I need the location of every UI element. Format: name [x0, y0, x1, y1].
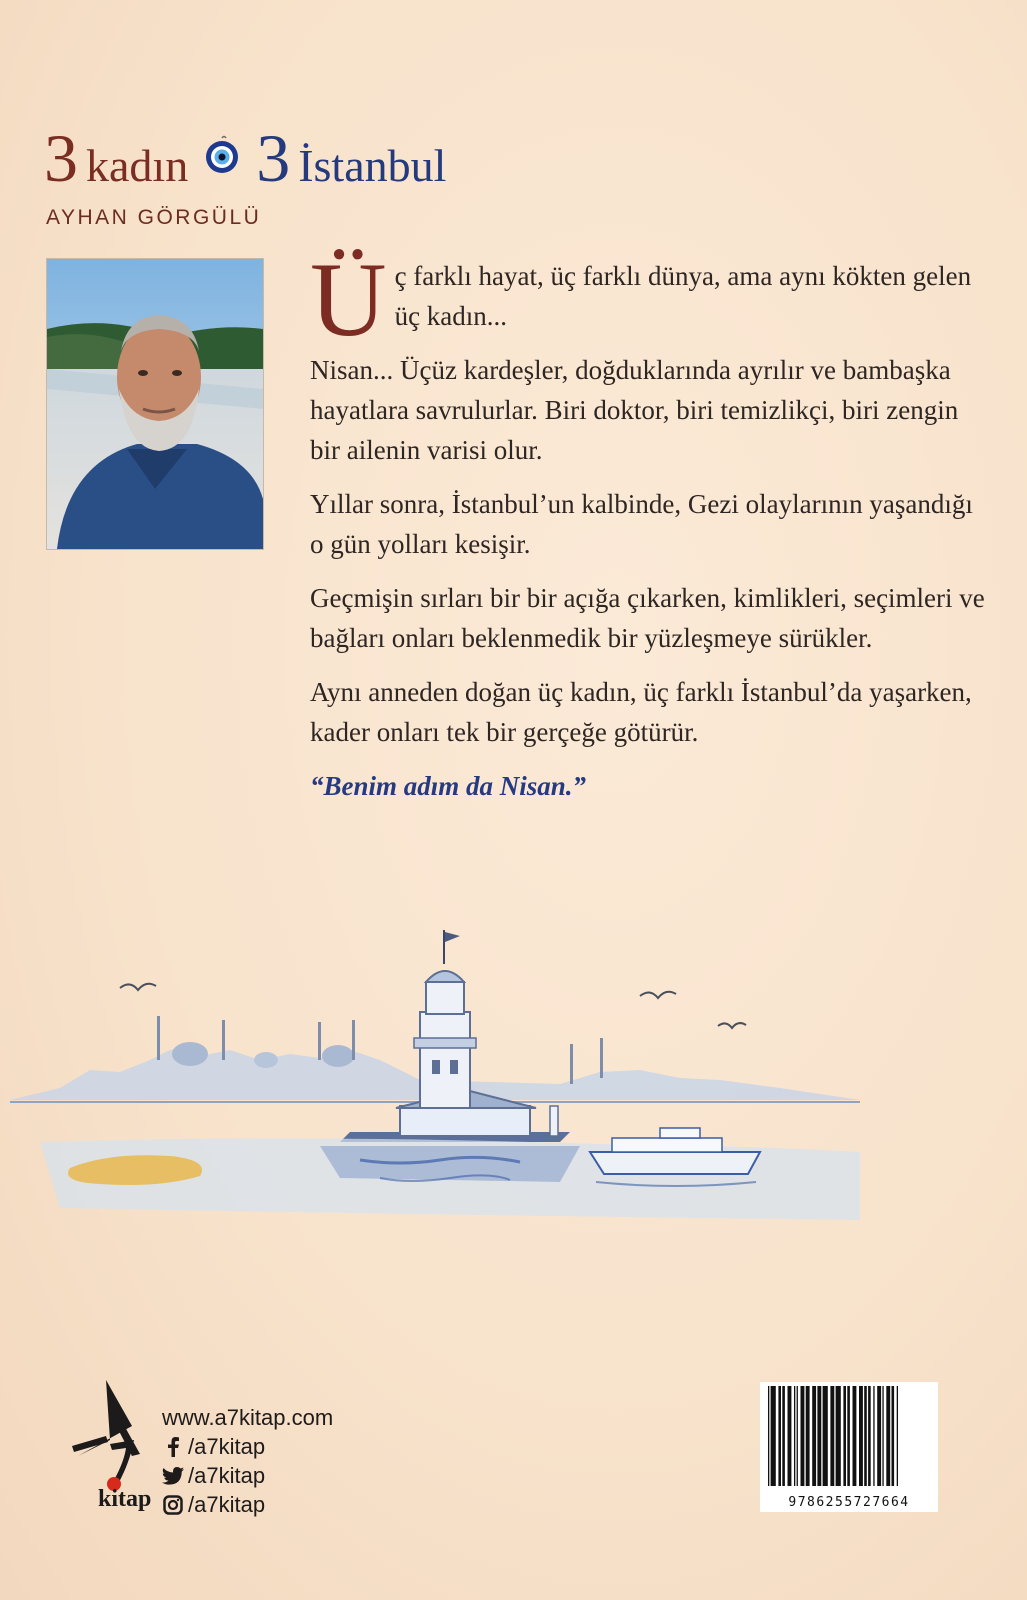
- website-link[interactable]: www.a7kitap.com: [162, 1405, 334, 1430]
- twitter-icon: [162, 1465, 184, 1487]
- instagram-icon: [162, 1494, 184, 1516]
- twitter-row[interactable]: [162, 1461, 333, 1490]
- isbn-number: 9786255727664: [788, 1495, 910, 1510]
- book-title: [44, 120, 447, 196]
- barcode-bars: [760, 1382, 938, 1492]
- barcode-bar: [864, 1386, 867, 1486]
- publisher-contacts: [162, 1403, 333, 1519]
- barcode-bar: [801, 1386, 805, 1486]
- author-name: AYHAN GÖRGÜLÜ: [46, 206, 262, 229]
- instagram-row[interactable]: [162, 1490, 333, 1519]
- title-number-2: 3: [256, 120, 291, 196]
- barcode-bar: [892, 1386, 895, 1486]
- publisher-logo: [70, 1380, 162, 1518]
- barcode-bar: [830, 1386, 834, 1486]
- barcode-bar: [868, 1386, 871, 1486]
- isbn-barcode: [760, 1382, 938, 1512]
- barcode-bar: [771, 1386, 776, 1486]
- barcode-bar: [788, 1386, 792, 1486]
- barcode-bar: [873, 1386, 874, 1486]
- barcode-bar: [836, 1386, 841, 1486]
- barcode-bar: [859, 1386, 863, 1486]
- blurb-paragraph-3: Geçmişin sırları bir bir açığa çıkarken, kimlikleri, seçimleri ve bağları onları beklenmedik bir yüzleşmeye sürükler.: [310, 583, 985, 653]
- barcode-bar: [823, 1386, 828, 1486]
- instagram-handle[interactable]: /a7kitap: [188, 1492, 266, 1517]
- barcode-bar: [897, 1386, 898, 1486]
- maidens-tower-illustration: [0, 920, 1027, 1250]
- barcode-bar: [817, 1386, 821, 1486]
- barcode-bar: [782, 1386, 785, 1486]
- barcode-bar: [794, 1386, 795, 1486]
- facebook-row[interactable]: [162, 1432, 333, 1461]
- website-row[interactable]: [162, 1403, 333, 1432]
- author-photo: [46, 258, 264, 550]
- title-number-1: 3: [44, 120, 78, 196]
- barcode-bar: [853, 1386, 857, 1486]
- evil-eye-icon: [202, 135, 242, 175]
- title-word-1: kadın: [86, 140, 189, 191]
- barcode-bar: [886, 1386, 890, 1486]
- twitter-handle[interactable]: /a7kitap: [188, 1463, 266, 1488]
- facebook-icon: [162, 1436, 184, 1458]
- blurb-first-text: ç farklı hayat, üç farklı dünya, ama aynı kökten gelen üç kadın...: [394, 261, 972, 331]
- blurb-paragraph-1: Nisan... Üçüz kardeşler, doğduklarında ayrılır ve bambaşka hayatlara savrulurlar. Biri doktor, biri temizlikçi, biri zengin bir ailenin varisi olur.: [310, 355, 959, 465]
- barcode-bar: [797, 1386, 798, 1486]
- blurb-paragraph-2: Yıllar sonra, İstanbul’un kalbinde, Gezi olaylarının yaşandığı o gün yolları kesişir.: [310, 489, 973, 559]
- publisher-logo-word: kitap: [98, 1486, 152, 1512]
- barcode-bar: [882, 1386, 883, 1486]
- blurb-first-paragraph: [310, 241, 990, 358]
- barcode-bar: [847, 1386, 850, 1486]
- barcode-bar: [877, 1386, 881, 1486]
- drop-cap: Ü: [310, 241, 387, 358]
- blurb-paragraph-4: Aynı anneden doğan üç kadın, üç farklı İstanbul’da yaşarken, kader onları tek bir gerçeğe götürür.: [310, 677, 972, 747]
- barcode-bar: [768, 1386, 769, 1486]
- book-blurb: [310, 241, 990, 820]
- facebook-handle[interactable]: /a7kitap: [188, 1434, 266, 1459]
- barcode-bar: [778, 1386, 781, 1486]
- barcode-bar: [806, 1386, 810, 1486]
- barcode-bar: [812, 1386, 816, 1486]
- title-word-2: İstanbul: [298, 140, 447, 191]
- barcode-bar: [843, 1386, 846, 1486]
- blurb-quote: “Benim adım da Nisan.”: [310, 771, 587, 801]
